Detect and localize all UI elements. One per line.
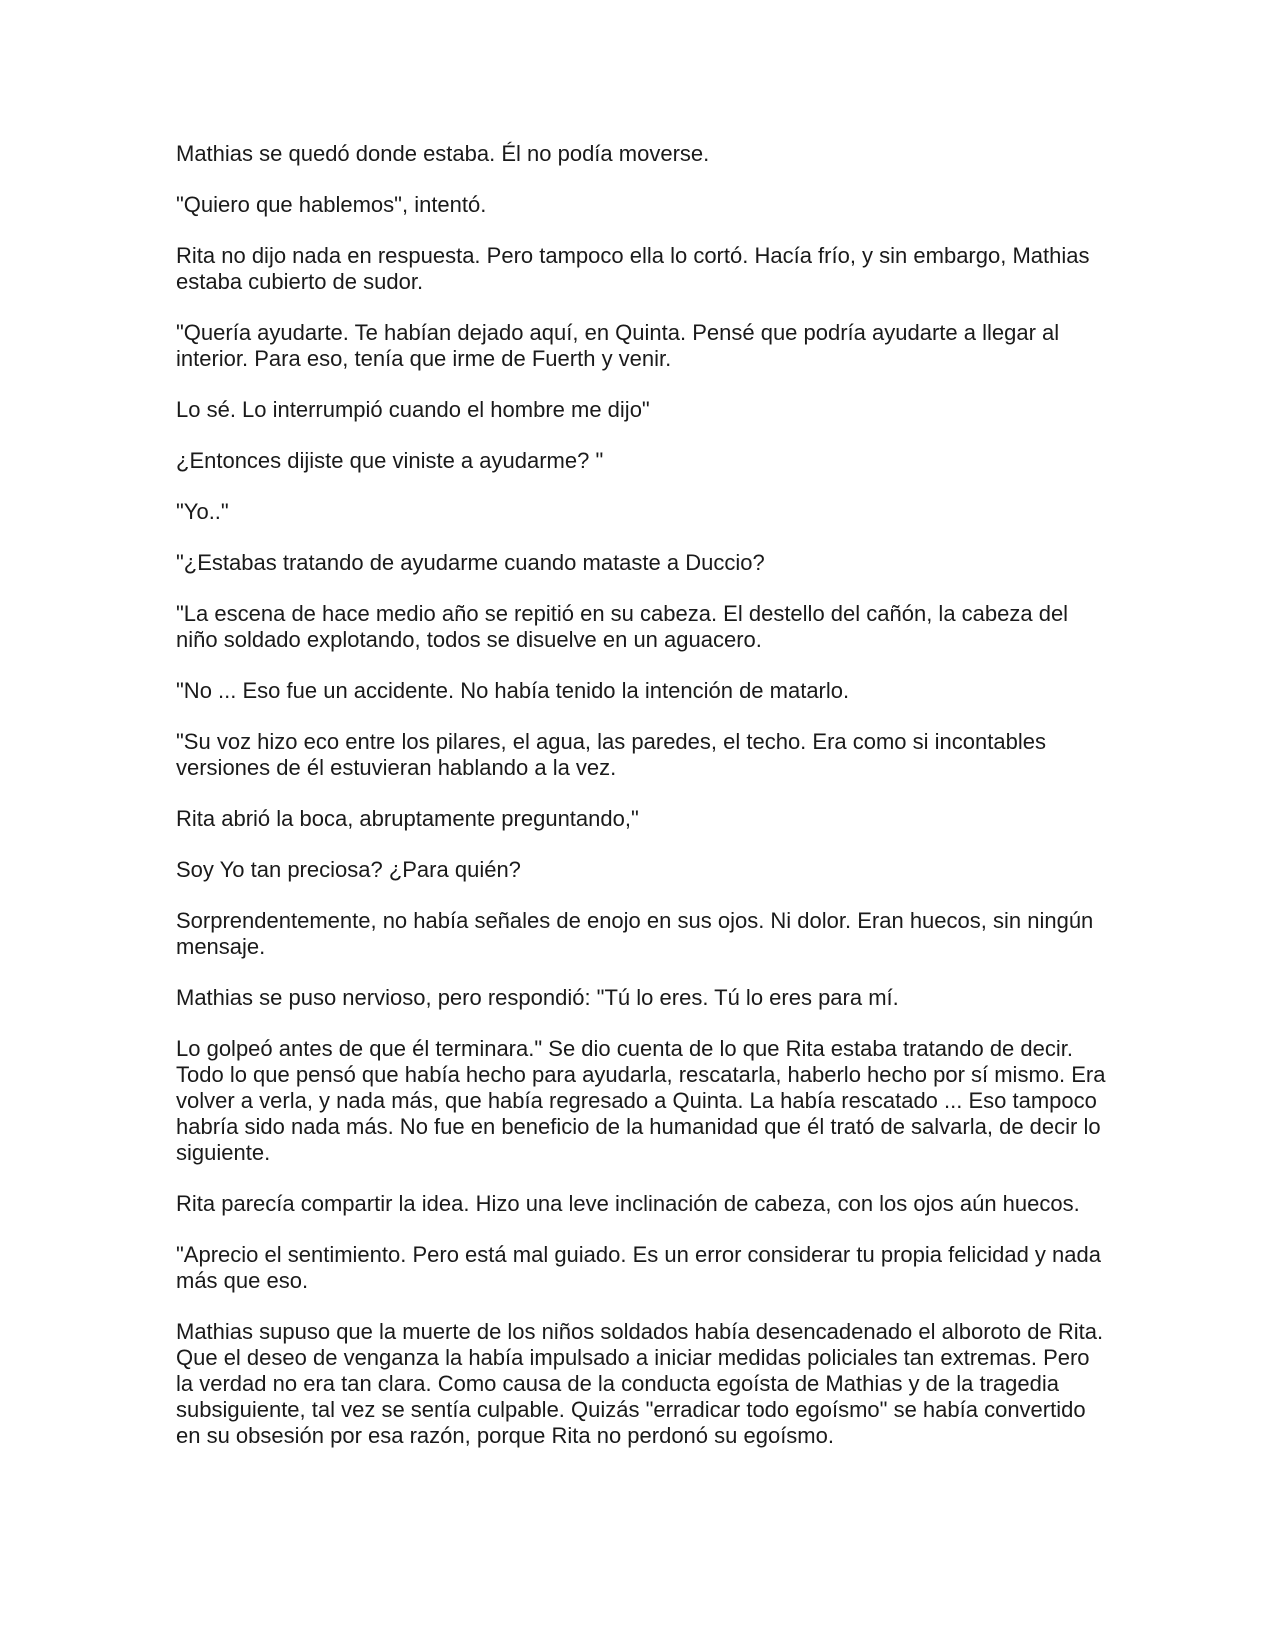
paragraph-13: Soy Yo tan preciosa? ¿Para quién? <box>176 857 521 882</box>
paragraph-16: Lo golpeó antes de que él terminara." Se dio cuenta de lo que Rita estaba tratando de decir. Todo lo que pensó que había hecho para ayudarla, rescatarla, haberlo hecho por sí mismo. Era volver a verla, y nada más, que había regresado a Quinta. La había rescatado ... Eso tampoco habría sido nada más. No fue en beneficio de la humanidad que él trató de salvarla, de decir lo siguiente. <box>176 1036 1106 1165</box>
paragraph-15: Mathias se puso nervioso, pero respondió: "Tú lo eres. Tú lo eres para mí. <box>176 985 899 1010</box>
paragraph-3: Rita no dijo nada en respuesta. Pero tampoco ella lo cortó. Hacía frío, y sin embargo, Mathias estaba cubierto de sudor. <box>176 243 1090 294</box>
paragraph-17: Rita parecía compartir la idea. Hizo una leve inclinación de cabeza, con los ojos aún huecos. <box>176 1191 1080 1216</box>
paragraph-10: "No ... Eso fue un accidente. No había tenido la intención de matarlo. <box>176 678 850 703</box>
paragraph-6: ¿Entonces dijiste que viniste a ayudarme? " <box>176 448 604 473</box>
paragraph-5: Lo sé. Lo interrumpió cuando el hombre me dijo" <box>176 397 650 422</box>
paragraph-8: "¿Estabas tratando de ayudarme cuando mataste a Duccio? <box>176 550 765 575</box>
paragraph-4: "Quería ayudarte. Te habían dejado aquí, en Quinta. Pensé que podría ayudarte a llegar al interior. Para eso, tenía que irme de Fuerth y venir. <box>176 320 1060 371</box>
paragraph-1: Mathias se quedó donde estaba. Él no podía moverse. <box>176 141 710 166</box>
paragraph-7: "Yo.." <box>176 499 229 524</box>
paragraph-9: "La escena de hace medio año se repitió en su cabeza. El destello del cañón, la cabeza del niño soldado explotando, todos se disuelve en un aguacero. <box>176 601 1069 652</box>
paragraph-11: "Su voz hizo eco entre los pilares, el agua, las paredes, el techo. Era como si incontables versiones de él estuvieran hablando a la vez. <box>176 729 1046 780</box>
paragraph-19: Mathias supuso que la muerte de los niños soldados había desencadenado el alboroto de Rita. Que el deseo de venganza la había impulsado a iniciar medidas policiales tan extremas. Pero la verdad no era tan clara. Como causa de la conducta egoísta de Mathias y de la tragedia subsiguiente, tal vez se sentía culpable. Quizás "erradicar todo egoísmo" se había convertido en su obsesión por esa razón, porque Rita no perdonó su egoísmo. <box>176 1319 1104 1448</box>
paragraph-12: Rita abrió la boca, abruptamente preguntando," <box>176 806 639 831</box>
paragraph-18: "Aprecio el sentimiento. Pero está mal guiado. Es un error considerar tu propia felicidad y nada más que eso. <box>176 1242 1101 1293</box>
paragraph-14: Sorprendentemente, no había señales de enojo en sus ojos. Ni dolor. Eran huecos, sin ningún mensaje. <box>176 908 1094 959</box>
document-page <box>176 141 1106 1474</box>
paragraph-2: "Quiero que hablemos", intentó. <box>176 192 487 217</box>
